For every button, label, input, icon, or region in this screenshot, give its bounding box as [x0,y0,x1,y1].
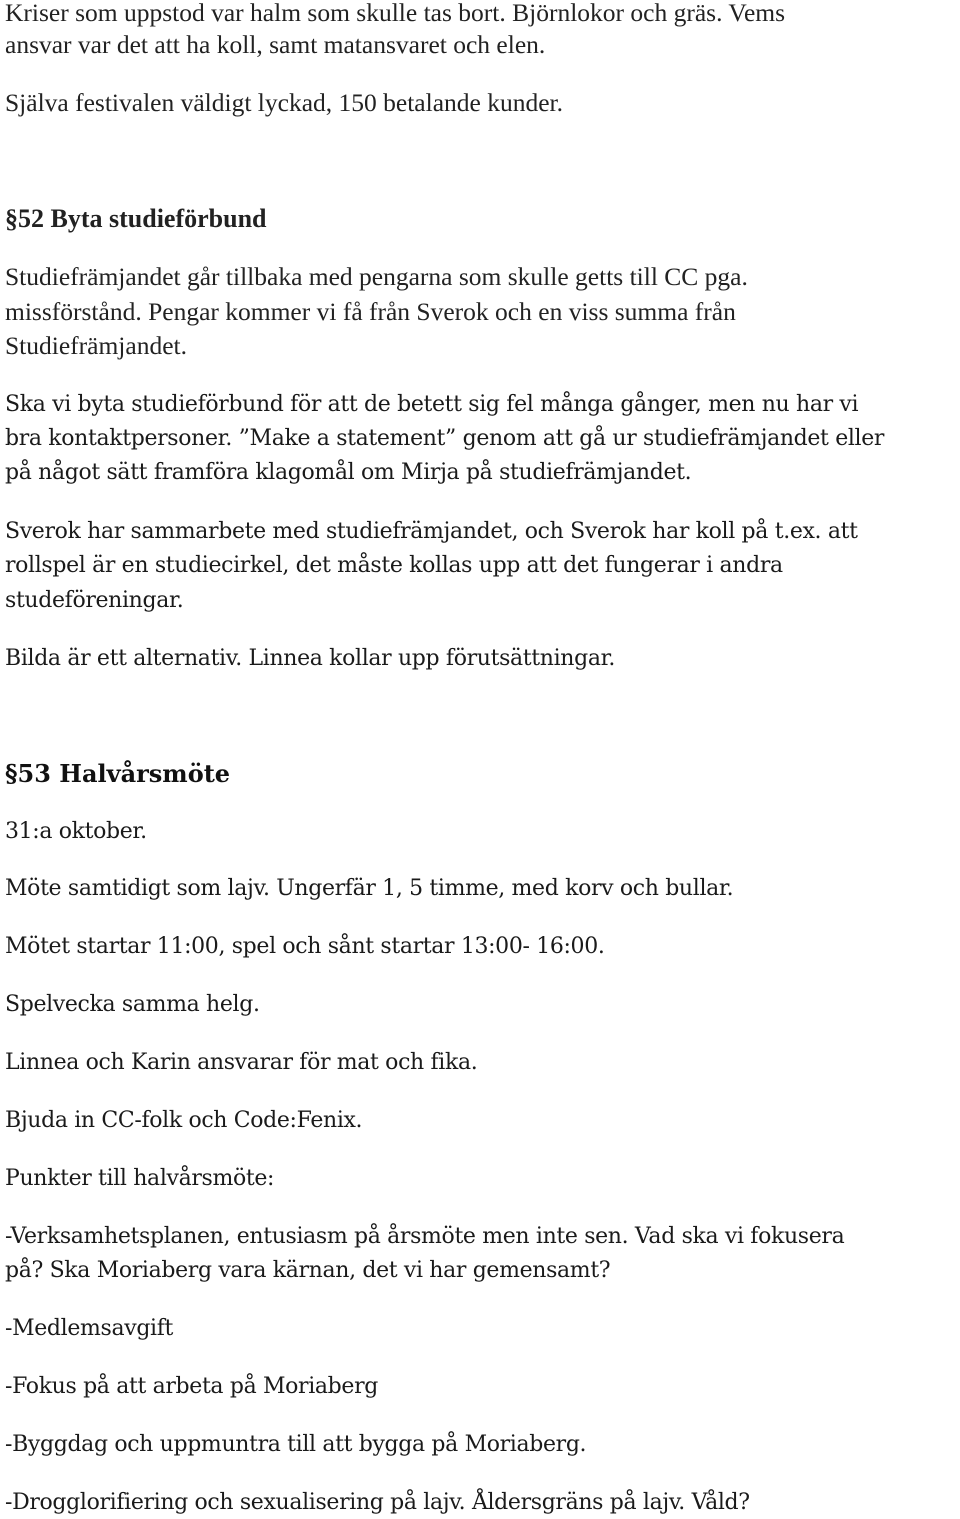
section-52-p2-line1: Ska vi byta studieförbund för att de betett sig fel många gånger, men nu har vi [5,392,859,417]
section-53-schedule: Mötet startar 11:00, spel och sånt startar 13:00- 16:00. [5,934,605,959]
note-line-ansvar: ansvar var det att ha koll, samt matansvaret och elen. [5,30,546,59]
section-52-p1-line2: missförstånd. Pengar kommer vi få från Sverok och en viss summa från [5,297,736,326]
section-52-p1-line3: Studiefrämjandet. [5,331,187,360]
section-53-point1-line2: på? Ska Moriaberg vara kärnan, det vi har gemensamt? [5,1258,611,1283]
section-52-p4: Bilda är ett alternativ. Linnea kollar upp förutsättningar. [5,646,615,671]
section-53-point5: -Drogglorifiering och sexualisering på lajv. Åldersgräns på lajv. Våld? [5,1490,750,1515]
section-52-heading: §52 Byta studieförbund [5,204,267,233]
section-53-point2: -Medlemsavgift [5,1316,174,1341]
section-52-p3-line2: rollspel är en studiecirkel, det måste kollas upp att det fungerar i andra [5,553,783,578]
note-line-kriser: Kriser som uppstod var halm som skulle tas bort. Björnlokor och gräs. Vems [5,0,786,27]
section-52-p3-line3: studeföreningar. [5,588,184,613]
section-53-food: Linnea och Karin ansvarar för mat och fika. [5,1050,478,1075]
section-53-points-title: Punkter till halvårsmöte: [5,1166,275,1191]
section-53-point3: -Fokus på att arbeta på Moriaberg [5,1374,378,1399]
section-53-heading: §53 Halvårsmöte [5,759,231,788]
note-line-festival: Själva festivalen väldigt lyckad, 150 betalande kunder. [5,88,563,117]
section-52-p3-line1: Sverok har sammarbete med studiefrämjandet, och Sverok har koll på t.ex. att [5,519,858,544]
section-52-p2-line2: bra kontaktpersoner. ”Make a statement” genom att gå ur studiefrämjandet eller [5,426,885,451]
section-53-meeting: Möte samtidigt som lajv. Ungerfär 1, 5 timme, med korv och bullar. [5,876,734,901]
section-53-spelvecka: Spelvecka samma helg. [5,992,260,1017]
section-53-invite: Bjuda in CC-folk och Code:Fenix. [5,1108,363,1133]
section-52-p1-line1: Studiefrämjandet går tillbaka med pengarna som skulle getts till CC pga. [5,262,748,291]
section-53-date: 31:a oktober. [5,819,147,844]
section-53-point1-line1: -Verksamhetsplanen, entusiasm på årsmöte men inte sen. Vad ska vi fokusera [5,1224,845,1249]
section-52-p2-line3: på något sätt framföra klagomål om Mirja på studiefrämjandet. [5,460,692,485]
section-53-point4: -Byggdag och uppmuntra till att bygga på Moriaberg. [5,1432,587,1457]
